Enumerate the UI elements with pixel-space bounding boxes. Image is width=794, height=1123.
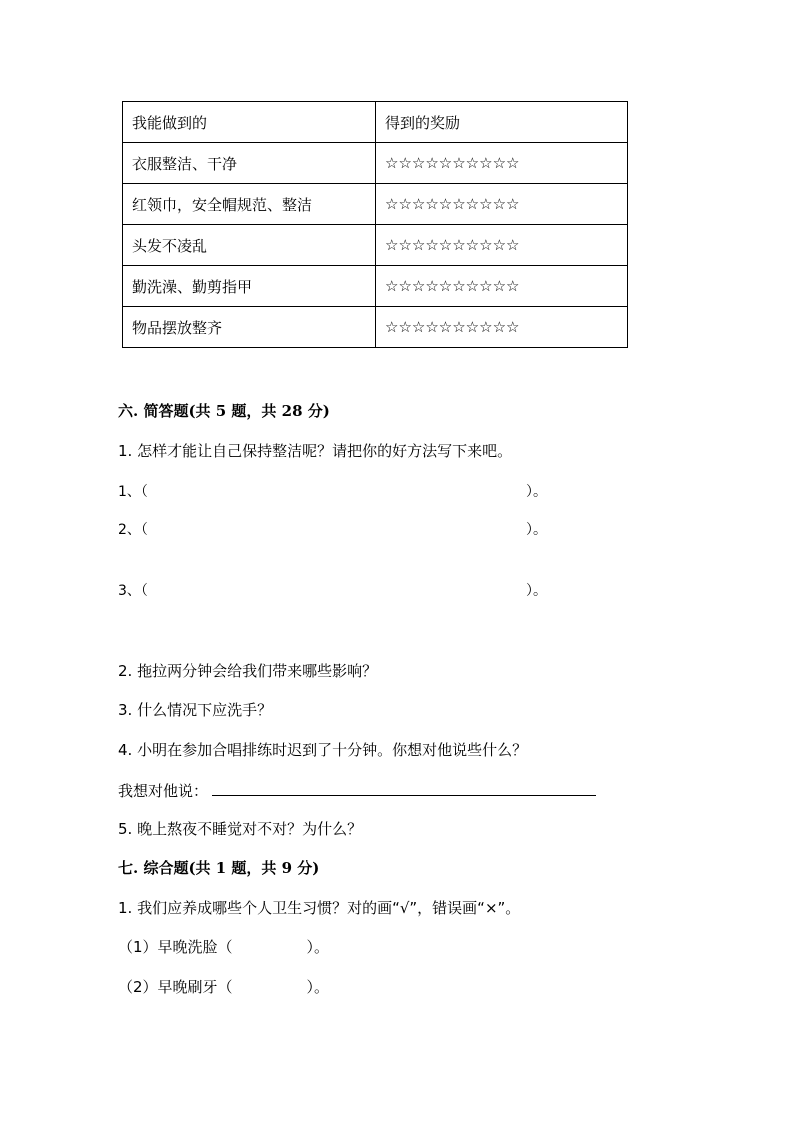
- table-row: [123, 266, 628, 307]
- table-row: [123, 184, 628, 225]
- table-cell-item: 物品摆放整齐: [123, 307, 376, 348]
- table-header-cell: 得到的奖励: [376, 102, 628, 143]
- question-6-3: 3. 什么情况下应洗手？: [118, 701, 273, 719]
- blank-close: ）。: [526, 522, 547, 538]
- table-cell-stars: ☆☆☆☆☆☆☆☆☆☆: [376, 225, 628, 266]
- table-cell-item: 衣服整洁、干净: [123, 143, 376, 184]
- table-row: [123, 307, 628, 348]
- blank-open: 1、（: [118, 484, 148, 500]
- table-header-cell: 我能做到的: [123, 102, 376, 143]
- habit-close: ）。: [306, 938, 330, 956]
- table-cell-stars: ☆☆☆☆☆☆☆☆☆☆: [376, 184, 628, 225]
- blank-close: ）。: [526, 484, 547, 500]
- blank-close: ）。: [526, 583, 547, 599]
- section6-title: 六. 简答题(共 5 题，共 28 分): [118, 402, 330, 420]
- habit-item-1: [118, 936, 329, 957]
- question-6-4: 4. 小明在参加合唱排练时迟到了十分钟。你想对他说些什么？: [118, 741, 528, 759]
- question-7-1: 1. 我们应养成哪些个人卫生习惯？对的画“√”，错误画“×”。: [118, 899, 521, 917]
- section7-title: 七. 综合题(共 1 题，共 9 分): [118, 859, 320, 877]
- question-6-2: 2. 拖拉两分钟会给我们带来哪些影响？: [118, 662, 378, 680]
- question-6-5: 5. 晚上熬夜不睡觉对不对？为什么？: [118, 820, 363, 838]
- table-cell-stars: ☆☆☆☆☆☆☆☆☆☆: [376, 307, 628, 348]
- blank-open: 2、（: [118, 522, 148, 538]
- table-cell-stars: ☆☆☆☆☆☆☆☆☆☆: [376, 143, 628, 184]
- table-row: [123, 225, 628, 266]
- reward-table: [122, 101, 628, 348]
- table-cell-item: 头发不凌乱: [123, 225, 376, 266]
- answer-underline: [212, 779, 596, 796]
- table-cell-item: 勤洗澡、勤剪指甲: [123, 266, 376, 307]
- table-row: [123, 143, 628, 184]
- question-6-4-answer: [118, 779, 596, 801]
- habit-item-2: [118, 976, 329, 997]
- blank-open: 3、（: [118, 583, 148, 599]
- table-cell-stars: ☆☆☆☆☆☆☆☆☆☆: [376, 266, 628, 307]
- habit-label: （2）早晚刷牙（: [118, 978, 233, 996]
- question-6-1: 1. 怎样才能让自己保持整洁呢？请把你的好方法写下来吧。: [118, 442, 513, 460]
- habit-label: （1）早晚洗脸（: [118, 938, 233, 956]
- table-header-row: [123, 102, 628, 143]
- habit-close: ）。: [306, 978, 330, 996]
- answer-label: 我想对他说：: [118, 782, 209, 800]
- table-cell-item: 红领巾，安全帽规范、整洁: [123, 184, 376, 225]
